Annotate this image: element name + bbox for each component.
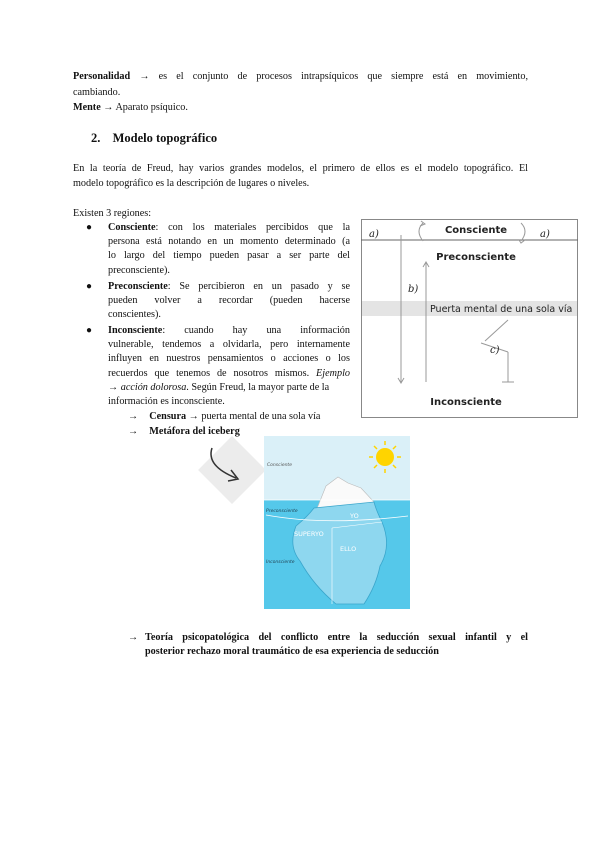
arrow-icon: →: [128, 411, 139, 422]
label-a-right: a): [540, 229, 550, 240]
label-inconsciente: Inconsciente: [266, 560, 295, 565]
label-consciente: Consciente: [444, 225, 508, 236]
region-consciente: Consciente: con los materiales percibidos que la persona está notando en un momento determinado (a lo largo del tiempo pueden pasar a ser parte del preconsciente).: [108, 222, 350, 276]
topographic-diagram: [361, 219, 578, 418]
section-paragraph: En la teoría de Freud, hay varios grandes modelos, el primero de ellos es el modelo topográfico. El: [73, 163, 528, 174]
label-preconsciente: Preconsciente: [266, 509, 298, 514]
personalidad-definition-cont: cambiando.: [73, 87, 121, 98]
final-item: Teoría psicopatológica del conflicto entre la seducción sexual infantil y el posterior rechazo moral traumático de esa experiencia de seducción: [145, 632, 528, 658]
section-title: Modelo topográfico: [112, 131, 218, 145]
personalidad-term: Personalidad: [73, 71, 131, 82]
bullet-icon: ●: [86, 281, 93, 292]
label-ello: ELLO: [340, 545, 357, 553]
personalidad-def: es el conjunto de procesos intrapsíquicos que siempre está en movimiento,: [158, 71, 529, 82]
label-inconsciente: Inconsciente: [430, 397, 502, 408]
censura-item: → Censura → puerta mental de una sola vía: [128, 411, 321, 422]
final-item-arrow: →: [128, 632, 139, 643]
region-term: Preconsciente: [108, 281, 168, 292]
section-heading: [91, 131, 217, 145]
label-consciente: Consciente: [267, 463, 292, 468]
region-inconsciente: Inconsciente: cuando hay una información vulnerable, tendemos a olvidarla, pero internamente influyen en nuestros pensamientos o acciones o los recuerdos que tenemos de nosotros mismos. Ejemplo → acción dolorosa. Según Freud, la mayor parte de la información es inconsciente.: [108, 325, 350, 408]
bullet-icon: ●: [86, 222, 93, 233]
bullet-icon: ●: [86, 325, 93, 336]
mente-term: Mente: [73, 102, 101, 113]
arrow: →: [139, 71, 150, 82]
label-superyo: SUPERYO: [294, 530, 324, 538]
example-label: Ejemplo: [316, 367, 350, 379]
region-term: Inconsciente: [108, 325, 163, 336]
label-c: c): [490, 345, 500, 356]
iceberg-item: → Metáfora del iceberg: [128, 426, 240, 437]
arrow: →: [103, 102, 114, 113]
label-yo: YO: [350, 512, 359, 520]
label-a-left: a): [369, 229, 379, 240]
section-number: 2.: [91, 131, 101, 145]
label-preconsciente: Preconsciente: [436, 252, 516, 263]
mente-definition: [73, 101, 188, 115]
personalidad-definition: [73, 70, 528, 84]
mente-def: Aparato psíquico.: [115, 102, 188, 113]
paper-rect: [198, 436, 266, 504]
arrow-icon: →: [128, 426, 139, 437]
paper-sheet: [198, 436, 266, 504]
region-preconsciente: Preconsciente: Se percibieron en un pasado y se pueden volver a recordar (pueden hacerse conscientes).: [108, 281, 350, 321]
section-paragraph-cont: modelo topográfico es la descripción de lugares o niveles.: [73, 178, 310, 189]
iceberg-illustration: [196, 436, 416, 610]
example-text: → acción dolorosa: [108, 381, 187, 393]
diagram-frame: [362, 220, 578, 418]
label-b: b): [408, 284, 419, 295]
label-puerta: Puerta mental de una sola vía: [430, 304, 573, 315]
regions-intro: Existen 3 regiones:: [73, 208, 152, 219]
region-term: Consciente: [108, 222, 156, 233]
